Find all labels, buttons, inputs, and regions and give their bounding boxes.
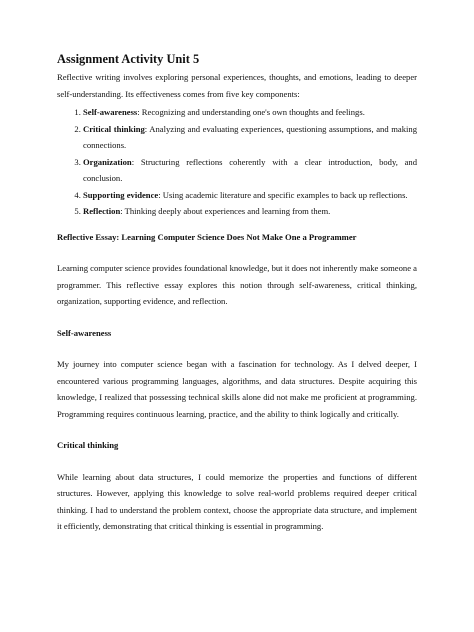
list-item-text: : Thinking deeply about experiences and learning from them. — [120, 206, 331, 216]
list-item-term: Organization — [83, 156, 132, 167]
list-item-text: : Analyzing and evaluating experiences, questioning assumptions, and making connections. — [83, 123, 417, 150]
list-item-term: Critical thinking — [83, 123, 145, 134]
list-item — [83, 187, 417, 204]
section-heading-self-awareness: Self-awareness — [57, 327, 112, 338]
intro-paragraph: Reflective writing involves exploring personal experiences, thoughts, and emotions, leading to deeper self-understanding. Its effectiveness comes from five key components: — [57, 72, 417, 99]
components-list — [57, 104, 417, 220]
section-body-self-awareness: My journey into computer science began with a fascination for technology. As I delved deeper, I encountered various programming languages, algorithms, and data structures. Despite acquiring this knowledge, I realized that possessing technical skills alone did not make me proficient at programming. Programming requires continuous learning, practice, and the ability to think logically and critically. — [57, 359, 417, 419]
section-body-critical-thinking: While learning about data structures, I could memorize the properties and functions of different structures. However, applying this knowledge to solve real-world problems required deeper critical thinking. I had to understand the problem context, choose the appropriate data structure, and implement it efficiently, demonstrating that critical thinking is essential in programming. — [57, 471, 417, 531]
list-item — [83, 121, 417, 154]
list-item-text: : Structuring reflections coherently with a clear introduction, body, and conclusion. — [83, 156, 417, 183]
list-item-term: Reflection — [83, 206, 121, 216]
list-item — [83, 104, 417, 121]
list-item — [83, 203, 417, 220]
list-item — [83, 154, 417, 187]
essay-heading: Reflective Essay: Learning Computer Science Does Not Make One a Programmer — [57, 231, 357, 242]
document-title: Assignment Activity Unit 5 — [57, 52, 200, 66]
section-heading-critical-thinking: Critical thinking — [57, 440, 119, 450]
list-item-text: : Using academic literature and specific examples to back up reflections. — [158, 189, 408, 200]
list-item-text: : Recognizing and understanding one's own thoughts and feelings. — [137, 107, 365, 117]
list-item-term: Supporting evidence — [83, 189, 159, 200]
list-item-term: Self-awareness — [83, 107, 138, 117]
essay-intro-paragraph: Learning computer science provides foundational knowledge, but it does not inherently make someone a programmer. This reflective essay explores this notion through self-awareness, critical thinking, organization, supporting evidence, and reflection. — [57, 263, 417, 306]
